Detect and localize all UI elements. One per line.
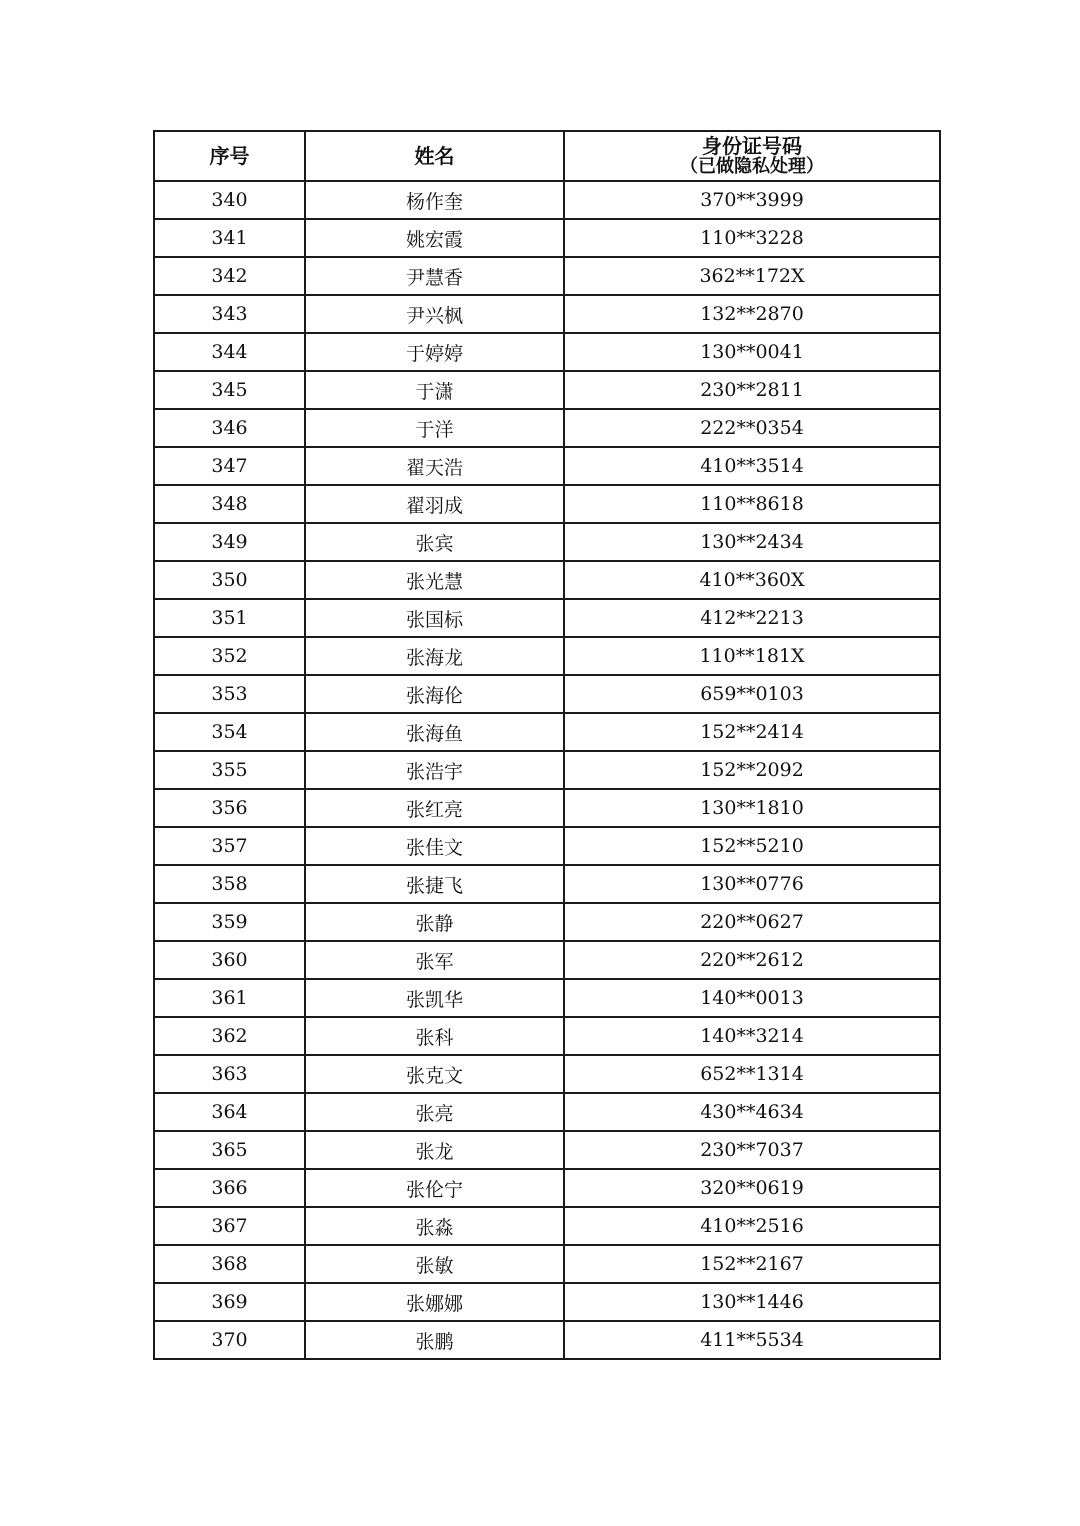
roster-table [153, 130, 941, 1360]
cell-id: 370**3999 [564, 181, 940, 219]
cell-seq: 357 [154, 827, 305, 865]
cell-name: 姚宏霞 [305, 219, 564, 257]
cell-id: 130**0041 [564, 333, 940, 371]
cell-id: 110**3228 [564, 219, 940, 257]
cell-name: 翟天浩 [305, 447, 564, 485]
cell-seq: 344 [154, 333, 305, 371]
cell-name: 张科 [305, 1017, 564, 1055]
cell-seq: 369 [154, 1283, 305, 1321]
cell-id: 659**0103 [564, 675, 940, 713]
table-row [154, 1283, 940, 1321]
cell-id: 320**0619 [564, 1169, 940, 1207]
cell-name: 于潇 [305, 371, 564, 409]
cell-seq: 342 [154, 257, 305, 295]
cell-seq: 363 [154, 1055, 305, 1093]
cell-name: 张凯华 [305, 979, 564, 1017]
cell-seq: 365 [154, 1131, 305, 1169]
cell-seq: 343 [154, 295, 305, 333]
cell-id: 152**2092 [564, 751, 940, 789]
table-row [154, 181, 940, 219]
cell-seq: 355 [154, 751, 305, 789]
table-row [154, 295, 940, 333]
cell-name: 杨作奎 [305, 181, 564, 219]
cell-id: 110**8618 [564, 485, 940, 523]
cell-name: 张海鱼 [305, 713, 564, 751]
cell-seq: 340 [154, 181, 305, 219]
cell-id: 652**1314 [564, 1055, 940, 1093]
cell-name: 张鹏 [305, 1321, 564, 1359]
cell-seq: 360 [154, 941, 305, 979]
cell-id: 411**5534 [564, 1321, 940, 1359]
cell-name: 张静 [305, 903, 564, 941]
cell-seq: 362 [154, 1017, 305, 1055]
table-row [154, 1245, 940, 1283]
cell-name: 尹慧香 [305, 257, 564, 295]
table-row [154, 713, 940, 751]
cell-seq: 347 [154, 447, 305, 485]
cell-id: 130**0776 [564, 865, 940, 903]
cell-id: 230**7037 [564, 1131, 940, 1169]
cell-name: 张捷飞 [305, 865, 564, 903]
cell-name: 张海伦 [305, 675, 564, 713]
cell-name: 张龙 [305, 1131, 564, 1169]
cell-seq: 345 [154, 371, 305, 409]
table-row [154, 1093, 940, 1131]
table-row [154, 1169, 940, 1207]
cell-id: 152**5210 [564, 827, 940, 865]
table-row [154, 1017, 940, 1055]
cell-seq: 351 [154, 599, 305, 637]
cell-seq: 361 [154, 979, 305, 1017]
table-row [154, 409, 940, 447]
cell-name: 张海龙 [305, 637, 564, 675]
cell-seq: 350 [154, 561, 305, 599]
table-row [154, 485, 940, 523]
cell-name: 张佳文 [305, 827, 564, 865]
cell-id: 152**2414 [564, 713, 940, 751]
cell-id: 130**2434 [564, 523, 940, 561]
cell-id: 222**0354 [564, 409, 940, 447]
table-row [154, 333, 940, 371]
cell-name: 张浩宇 [305, 751, 564, 789]
header-row [154, 131, 940, 181]
cell-name: 于婷婷 [305, 333, 564, 371]
cell-seq: 348 [154, 485, 305, 523]
cell-seq: 358 [154, 865, 305, 903]
table-row [154, 865, 940, 903]
table-row [154, 751, 940, 789]
cell-id: 410**3514 [564, 447, 940, 485]
cell-id: 140**3214 [564, 1017, 940, 1055]
table-row [154, 903, 940, 941]
cell-id: 410**2516 [564, 1207, 940, 1245]
cell-name: 张淼 [305, 1207, 564, 1245]
cell-id: 130**1810 [564, 789, 940, 827]
table-row [154, 561, 940, 599]
table-row [154, 637, 940, 675]
cell-seq: 352 [154, 637, 305, 675]
table-row [154, 941, 940, 979]
table-row [154, 371, 940, 409]
cell-seq: 356 [154, 789, 305, 827]
cell-name: 张红亮 [305, 789, 564, 827]
cell-id: 152**2167 [564, 1245, 940, 1283]
cell-seq: 353 [154, 675, 305, 713]
cell-id: 410**360X [564, 561, 940, 599]
header-name: 姓名 [305, 131, 564, 181]
cell-name: 张敏 [305, 1245, 564, 1283]
cell-id: 132**2870 [564, 295, 940, 333]
cell-name: 张国标 [305, 599, 564, 637]
table-row [154, 1131, 940, 1169]
cell-id: 140**0013 [564, 979, 940, 1017]
cell-id: 110**181X [564, 637, 940, 675]
cell-name: 张克文 [305, 1055, 564, 1093]
cell-id: 230**2811 [564, 371, 940, 409]
table-body [154, 181, 940, 1359]
cell-id: 362**172X [564, 257, 940, 295]
table-row [154, 789, 940, 827]
cell-seq: 354 [154, 713, 305, 751]
cell-id: 220**2612 [564, 941, 940, 979]
table-row [154, 1055, 940, 1093]
cell-name: 尹兴枫 [305, 295, 564, 333]
cell-name: 张伦宁 [305, 1169, 564, 1207]
cell-id: 220**0627 [564, 903, 940, 941]
cell-seq: 346 [154, 409, 305, 447]
cell-name: 于洋 [305, 409, 564, 447]
cell-id: 130**1446 [564, 1283, 940, 1321]
table-header [154, 131, 940, 181]
table-row [154, 827, 940, 865]
cell-seq: 364 [154, 1093, 305, 1131]
cell-name: 张娜娜 [305, 1283, 564, 1321]
cell-name: 翟羽成 [305, 485, 564, 523]
cell-seq: 370 [154, 1321, 305, 1359]
cell-seq: 349 [154, 523, 305, 561]
cell-seq: 341 [154, 219, 305, 257]
table-row [154, 675, 940, 713]
cell-name: 张亮 [305, 1093, 564, 1131]
header-seq: 序号 [154, 131, 305, 181]
cell-id: 412**2213 [564, 599, 940, 637]
cell-id: 430**4634 [564, 1093, 940, 1131]
cell-seq: 366 [154, 1169, 305, 1207]
cell-name: 张光慧 [305, 561, 564, 599]
header-id-note: （已做隐私处理） [680, 156, 824, 177]
cell-seq: 368 [154, 1245, 305, 1283]
cell-seq: 367 [154, 1207, 305, 1245]
cell-name: 张军 [305, 941, 564, 979]
table-row [154, 219, 940, 257]
table-row [154, 447, 940, 485]
table-row [154, 523, 940, 561]
table-row [154, 1207, 940, 1245]
table-row [154, 257, 940, 295]
cell-seq: 359 [154, 903, 305, 941]
table-row [154, 1321, 940, 1359]
header-id [564, 131, 940, 181]
header-id-title: 身份证号码 [702, 134, 802, 158]
cell-name: 张宾 [305, 523, 564, 561]
table-row [154, 599, 940, 637]
table-row [154, 979, 940, 1017]
